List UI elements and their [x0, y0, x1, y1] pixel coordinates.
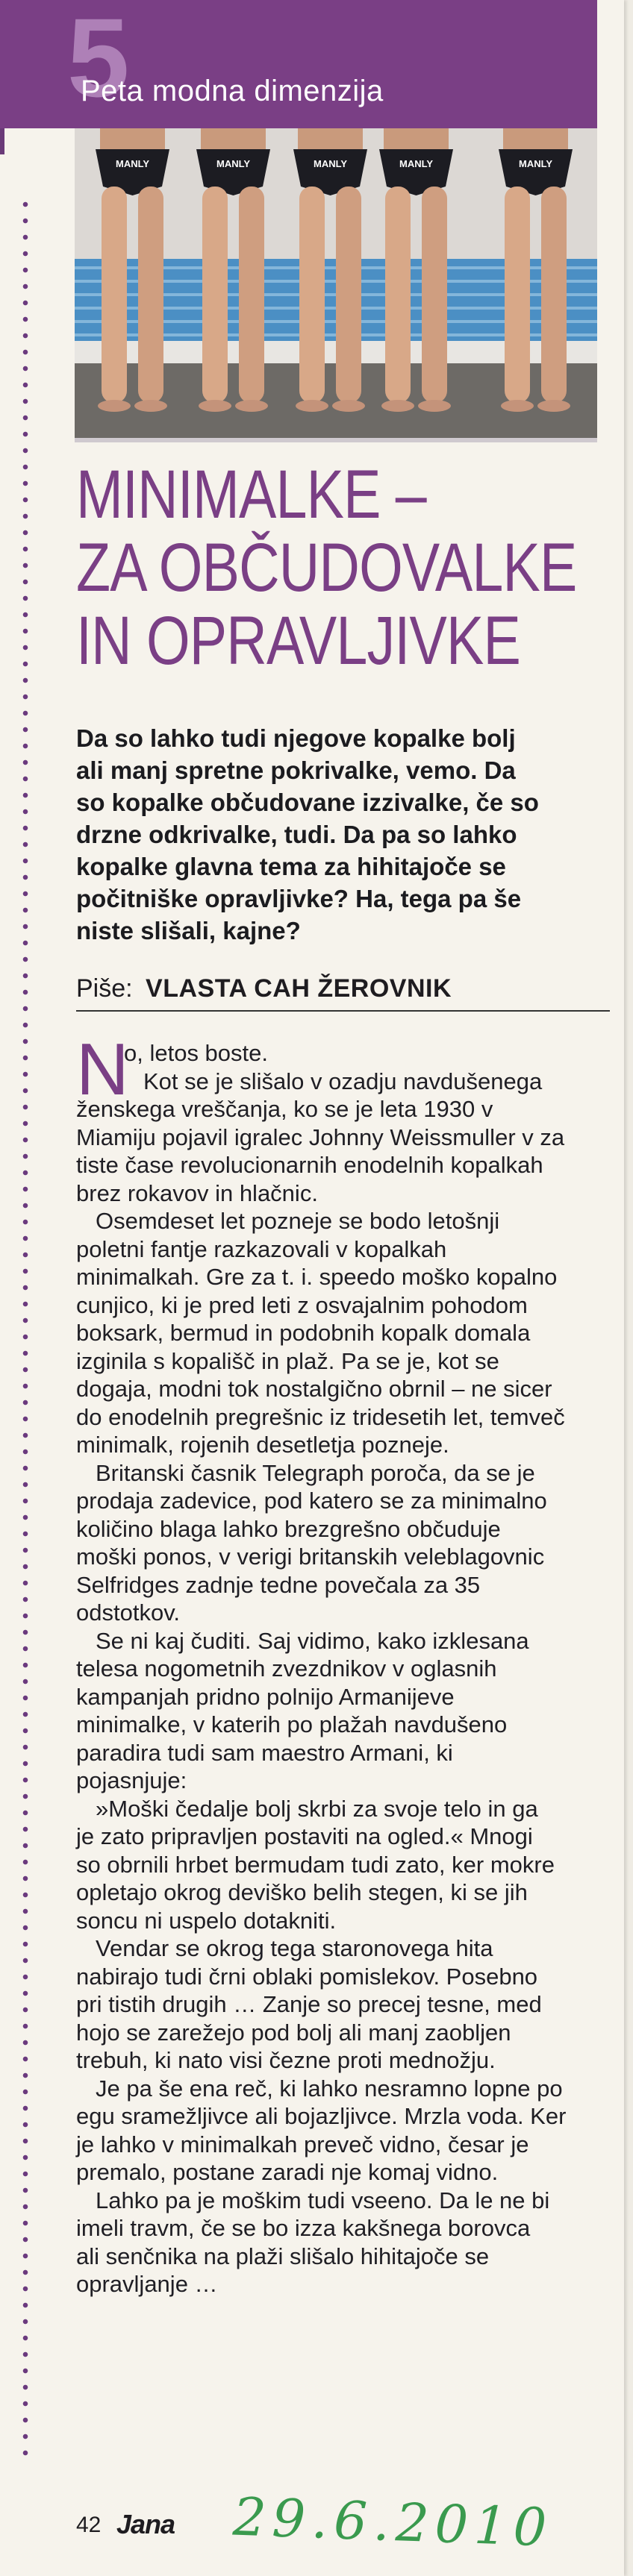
swimmer-back [503, 128, 568, 152]
body-line: soncu ni uspelo dotakniti. [76, 1907, 337, 1934]
lead-line: kopalke glavna tema za hihitajoče se [76, 853, 506, 880]
page-number: 42 [76, 2513, 102, 2537]
lead-line: Da so lahko tudi njegove kopalke bolj [76, 724, 516, 752]
section-header [0, 0, 597, 128]
left-edge [0, 0, 4, 2576]
swimmer-back [100, 128, 165, 152]
body-line: Vendar se okrog tega staronovega hita [96, 1935, 493, 1961]
body-line: kampanjah pridno polnijo Armanijeve [76, 1683, 455, 1710]
article-body [76, 1028, 614, 2298]
body-line: Britanski časnik Telegraph poroča, da se je [96, 1459, 535, 1486]
body-line: minimalk, rojenih desetletja pozneje. [76, 1432, 449, 1458]
magazine-logo: Jana [116, 2509, 175, 2539]
body-line: tiste čase revolucionarnih enodelnih kopalkah [76, 1152, 543, 1178]
body-line: opletajo okrog deviško belih stegen, ki se jih [76, 1879, 528, 1905]
swimwear-photo [75, 128, 597, 438]
body-line: do enodelnih pregrešnic iz tridesetih let, temveč [76, 1403, 565, 1430]
body-line: hojo se zarežejo pod bolj ali manj zaobljen [76, 2019, 511, 2046]
body-line: je zato pripravljen postaviti na ogled.« Mnogi [76, 1823, 533, 1849]
swimwear-photo-svg [75, 128, 597, 438]
body-line: Selfridges zadnje tedne povečala za 35 [76, 1571, 481, 1598]
body-line: pri tistih drugih … Zanje so precej tesne, med [76, 1991, 542, 2017]
body-line: pojasnjuje: [76, 1767, 187, 1793]
swimsuit-label: MANLY [518, 158, 553, 169]
body-line: poletni fantje razkazovali v kopalkah [76, 1235, 447, 1262]
body-line: cunjico, ki je pred leti z osvajalnim pohodom [76, 1291, 528, 1318]
swimmer-leg-left [505, 187, 530, 403]
byline [76, 974, 610, 1012]
swimmer-back [298, 128, 363, 152]
swimmer-foot [381, 400, 414, 412]
swimmer-foot [98, 400, 131, 412]
dotted-margin [22, 196, 28, 2457]
body-line: ali senčnika na plaži slišalo hihitajoče se [76, 2243, 490, 2269]
section-title: Peta modna dimenzija [81, 75, 384, 107]
lead-line: niste slišali, kajne? [76, 917, 301, 944]
body-line: dogaja, modni tok nostalgično obrnil – ne sicer [76, 1376, 552, 1402]
swimmer-leg-right [541, 187, 567, 403]
swimmer-foot [296, 400, 328, 412]
drop-cap: N [76, 1028, 129, 1110]
body-line: je lahko v minimalkah preveč vidno, česar je [76, 2131, 529, 2157]
swimmer-leg-right [422, 187, 447, 403]
swimmer-foot [332, 400, 365, 412]
swimmer-leg-right [336, 187, 361, 403]
body-line: trebuh, ki nato visi čezne proti mednožju. [76, 2047, 496, 2073]
lead-paragraph [76, 722, 610, 947]
body-line: minimalke, v katerih po plažah navdušeno [76, 1711, 508, 1737]
body-line: egu sramežljivce ali bojazljivce. Mrzla voda. Ker [76, 2103, 567, 2129]
swimsuit-label: MANLY [399, 158, 434, 169]
body-line: opravljanje … [76, 2271, 218, 2297]
body-line: odstotkov. [76, 1599, 181, 1626]
swimsuit-label: MANLY [115, 158, 150, 169]
body-line: so obrnili hrbet bermudam tudi zato, ker mokre [76, 1851, 555, 1878]
byline-label: Piše: [76, 974, 133, 1003]
body-line: moški ponos, v verigi britanskih veleblagovnic [76, 1544, 545, 1570]
body-line: Kot se je slišalo v ozadju navdušenega [143, 1068, 543, 1094]
lead-line: ali manj spretne pokrivalke, vemo. Da [76, 756, 516, 784]
body-line: »Moški čedalje bolj skrbi za svoje telo in ga [96, 1795, 538, 1822]
headline-line: IN OPRAVLJIVKE [76, 603, 521, 679]
body-line: Miamiju pojavil igralec Johnny Weissmuller v za [76, 1124, 565, 1150]
body-line: Je pa še ena reč, ki lahko nesramno lopne po [96, 2075, 563, 2102]
body-line: Se ni kaj čuditi. Saj vidimo, kako izklesana [96, 1627, 529, 1654]
swimmer-leg-left [102, 187, 127, 403]
swimmer-foot [134, 400, 167, 412]
lead-line: so kopalke občudovane izzivalke, če so [76, 789, 539, 816]
headline [76, 457, 577, 679]
swimmer-back [201, 128, 266, 152]
byline-author: VLASTA CAH ŽEROVNIK [146, 974, 452, 1003]
photo-divider [75, 438, 597, 442]
body-line: paradira tudi sam maestro Armani, ki [76, 1739, 453, 1766]
body-line: minimalkah. Gre za t. i. speedo moško kopalno [76, 1264, 558, 1290]
body-line: količino blaga lahko brezgrešno občuduje [76, 1515, 501, 1542]
body-line: nabirajo tudi črni oblaki pomislekov. Posebno [76, 1963, 538, 1990]
swimmer-leg-left [385, 187, 411, 403]
headline-line: ZA OBČUDOVALKE [76, 530, 577, 606]
swimmer-foot [199, 400, 231, 412]
body-line: imeli travm, če se bo izza kakšnega borovca [76, 2215, 531, 2241]
body-line: o, letos boste. [124, 1040, 269, 1066]
body-line: boksark, bermud in podobnih kopalk domala [76, 1320, 531, 1346]
swimmer-foot [235, 400, 268, 412]
swimmer-leg-left [202, 187, 228, 403]
body-line: Osemdeset let pozneje se bodo letošnji [96, 1208, 500, 1234]
swimmer-leg-left [299, 187, 325, 403]
lead-line: drzne odkrivalke, tudi. Da pa so lahko [76, 821, 517, 848]
swimmer-leg-right [239, 187, 264, 403]
swimmer-foot [501, 400, 534, 412]
body-line: premalo, postane zaradi nje komaj vidno. [76, 2159, 499, 2185]
body-line: brez rokavov in hlačnic. [76, 1179, 318, 1206]
section-number: 5 [67, 0, 130, 120]
body-line: izginila s kopališč in plaž. Pa se je, kot se [76, 1347, 499, 1374]
lead-line: počitniške opravljivke? Ha, tega pa še [76, 885, 522, 912]
swimmer-foot [537, 400, 570, 412]
swimmer-leg-right [138, 187, 163, 403]
body-line: Lahko pa je moškim tudi vseeno. Da le ne bi [96, 2187, 550, 2213]
handwritten-date: 29.6.2010 [231, 2486, 554, 2559]
swimmer-back [384, 128, 449, 152]
body-line: prodaja zadevice, pod katero se za minimalno [76, 1488, 547, 1514]
swimsuit-label: MANLY [216, 158, 251, 169]
headline-line: MINIMALKE – [76, 457, 426, 533]
body-line: ženskega vreščanja, ko se je leta 1930 v [76, 1096, 493, 1122]
swimsuit-label: MANLY [313, 158, 348, 169]
body-line: telesa nogometnih zvezdnikov v oglasnih [76, 1655, 497, 1682]
swimmer-foot [418, 400, 451, 412]
